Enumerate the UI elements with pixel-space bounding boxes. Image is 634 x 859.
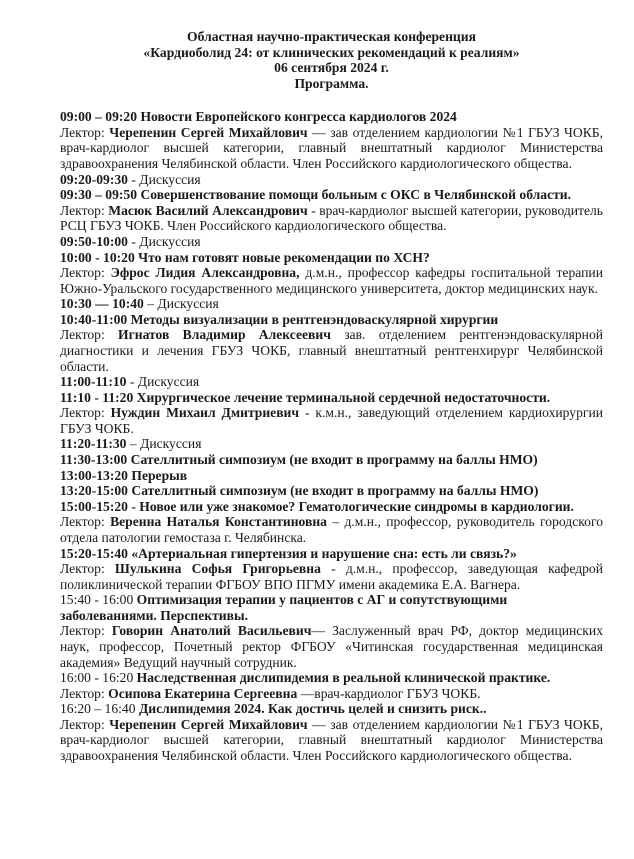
talk-heading — [60, 499, 603, 515]
time-slot: 16:20 – 16:40 — [60, 701, 136, 717]
discussion-label: – Дискуссия — [126, 436, 202, 452]
talk-heading — [60, 592, 603, 623]
program-list — [60, 109, 603, 763]
talk-title: Что нам готовят новые рекомендации по ХСН? — [138, 249, 430, 265]
time-slot: 09:50-10:00 — [60, 233, 128, 249]
spacer — [60, 91, 603, 109]
lecturer-label: Лектор: — [60, 561, 115, 577]
program-entry-talk — [60, 187, 603, 234]
lecturer-label: Лектор: — [60, 685, 109, 701]
talk-heading — [60, 670, 603, 686]
time-slot: 11:30-13:00 — [60, 452, 128, 468]
talk-title: Хирургическое лечение терминальной сердечной недостаточности. — [136, 389, 551, 405]
talk-title: Новости Европейского конгресса кардиологов 2024 — [140, 109, 457, 125]
program-entry-session — [60, 483, 603, 499]
program-entry-talk — [60, 592, 603, 670]
lecturer-name: Игнатов Владимир Алексеевич — [118, 327, 331, 343]
lecturer-description: — Заслуженный врач РФ, доктор медицинских наук, профессор, Почетный ректор ФГБОУ «Читинская государственная медицинская академия» Ведущий научный сотрудник. — [60, 623, 603, 670]
program-entry-discussion — [60, 296, 603, 312]
talk-heading — [60, 701, 603, 717]
lecturer-info — [60, 125, 603, 172]
lecturer-info — [60, 561, 603, 592]
talk-title: «Артериальная гипертензия и нарушение сна: есть ли связь?» — [131, 545, 517, 561]
time-slot: 15:00-15:20 — [60, 498, 128, 514]
lecturer-label: Лектор: — [60, 405, 111, 421]
lecturer-description: д.м.н., профессор кафедры госпитальной терапии Южно-Уральского государственного медицинского университета, доктор медицинских наук. — [60, 265, 603, 296]
program-entry-talk — [60, 109, 603, 171]
time-slot: 10:00 - 10:20 — [60, 249, 135, 265]
time-slot: 09:30 – 09:50 — [60, 187, 138, 203]
lecturer-label: Лектор: — [60, 265, 111, 281]
talk-heading — [60, 390, 603, 406]
time-slot: 11:00-11:10 — [60, 374, 127, 390]
talk-heading — [60, 312, 603, 328]
conference-date: 06 сентября 2024 г. — [274, 60, 389, 76]
program-entry-discussion — [60, 172, 603, 188]
lecturer-name: Черепенин Сергей Михайлович — [109, 716, 308, 732]
program-entry-session — [60, 468, 603, 484]
session-title: Перерыв — [131, 467, 188, 483]
lecturer-label: Лектор: — [60, 623, 112, 639]
discussion-label: - Дискуссия — [127, 233, 201, 249]
time-slot: 09:00 – 09:20 — [60, 109, 138, 125]
discussion-label: - Дискуссия — [127, 171, 201, 187]
lecturer-info — [60, 717, 603, 764]
program-entry-session — [60, 452, 603, 468]
lecturer-description: —врач-кардиолог ГБУЗ ЧОКБ. — [297, 685, 481, 701]
program-entry-discussion — [60, 436, 603, 452]
lecturer-description: — зав отделением кардиологии №1 ГБУЗ ЧОКБ, врач-кардиолог высшей категории, главный внештатный кардиолог Министерства здравоохранения Челябинской области. Член Российского кардиологического общества. — [60, 716, 603, 764]
lecturer-name: Черепенин Сергей Михайлович — [109, 124, 308, 140]
session-title: Сателлитный симпозиум (не входит в программу на баллы НМО) — [130, 452, 538, 468]
discussion-label: - Дискуссия — [126, 374, 200, 390]
document-page — [60, 29, 603, 764]
talk-heading — [60, 546, 603, 562]
lecturer-info — [60, 623, 603, 670]
program-entry-talk — [60, 670, 603, 701]
time-slot: 16:00 - 16:20 — [60, 670, 134, 686]
program-entry-talk — [60, 250, 603, 297]
talk-heading — [60, 250, 603, 266]
talk-title: Совершенствование помощи больным с ОКС в Челябинской области. — [140, 187, 572, 203]
program-entry-talk — [60, 499, 603, 546]
time-slot: 11:20-11:30 — [60, 436, 127, 452]
lecturer-label: Лектор: — [60, 124, 110, 140]
program-entry-talk — [60, 701, 603, 763]
program-entry-discussion — [60, 234, 603, 250]
lecturer-name: Шулькина Софья Григорьевна — [114, 561, 321, 577]
program-heading: Программа. — [294, 75, 369, 91]
program-entry-talk — [60, 312, 603, 374]
lecturer-name: Масюк Василий Александрович — [108, 202, 308, 218]
talk-heading — [60, 109, 603, 125]
talk-title: Наследственная дислипидемия в реальной клинической практике. — [136, 670, 551, 686]
lecturer-description: — зав отделением кардиологии №1 ГБУЗ ЧОКБ, врач-кардиолог высшей категории, главный внештатный кардиолог Министерства здравоохранения Челябинской области. Член Российского кардиологического общества. — [60, 124, 603, 172]
talk-title: Дислипидемия 2024. Как достичь целей и снизить риск.. — [138, 701, 487, 717]
lecturer-description: - врач-кардиолог высшей категории, руководитель РСЦ ГБУЗ ЧОКБ. Член Российского кардиологического общества. — [60, 202, 604, 234]
lecturer-info — [60, 327, 603, 374]
time-slot: 09:20-09:30 — [60, 171, 128, 187]
lecturer-label: Лектор: — [60, 514, 111, 530]
talk-title: - Новое или уже знакомое? Гематологические синдромы в кардиологии. — [131, 498, 574, 514]
time-slot: 10:40-11:00 — [60, 311, 128, 327]
time-slot: 11:10 - 11:20 — [60, 389, 134, 405]
time-slot: 13:20-15:00 — [60, 483, 128, 499]
lecturer-name: Говорин Анатолий Васильевич — [111, 623, 312, 639]
lecturer-info — [60, 686, 603, 702]
talk-title: Методы визуализации в рентгенэндоваскулярной хирургии — [130, 311, 499, 327]
lecturer-label: Лектор: — [60, 327, 119, 343]
lecturer-label: Лектор: — [60, 202, 109, 218]
lecturer-info — [60, 265, 603, 296]
lecturer-name: Осипова Екатерина Сергеевна — [108, 685, 298, 701]
time-slot: 10:30 — 10:40 — [60, 296, 144, 312]
lecturer-info — [60, 405, 603, 436]
conference-type: Областная научно-практическая конференция — [187, 29, 476, 44]
time-slot: 13:00-13:20 — [60, 467, 128, 483]
lecturer-name: Эфрос Лидия Александровна, — [110, 265, 300, 281]
lecturer-info — [60, 203, 603, 234]
lecturer-name: Нуждин Михаил Дмитриевич — [110, 405, 300, 421]
time-slot: 15:20-15:40 — [60, 545, 128, 561]
talk-title: Оптимизация терапии у пациентов с АГ и сопутствующими заболеваниями. Перспективы. — [60, 592, 508, 623]
lecturer-label: Лектор: — [60, 716, 110, 732]
time-slot: 15:40 - 16:00 — [60, 592, 134, 608]
program-entry-discussion — [60, 374, 603, 390]
lecturer-info — [60, 514, 603, 545]
document-header — [60, 29, 603, 91]
lecturer-name: Веренна Наталья Константиновна — [110, 514, 327, 530]
lecturer-description: зав. отделением рентгенэндоваскулярной диагностики и лечения ГБУЗ ЧОКБ, главный внештатный рентгенхирург Челябинской области. — [60, 327, 604, 374]
lecturer-description: - д.м.н., профессор, заведующая кафедрой поликлинической терапии ФГБОУ ВПО ПГМУ имени академика Е.А. Вагнера. — [60, 561, 603, 592]
program-entry-talk — [60, 390, 603, 437]
discussion-label: – Дискуссия — [143, 296, 219, 312]
program-entry-talk — [60, 546, 603, 593]
session-title: Сателлитный симпозиум (не входит в программу на баллы НМО) — [131, 483, 539, 499]
talk-heading — [60, 187, 603, 203]
lecturer-description: – д.м.н., профессор, руководитель городского отдела патологии гемостаза г. Челябинска. — [60, 514, 603, 545]
lecturer-description: - к.м.н., заведующий отделением кардиохирургии ГБУЗ ЧОКБ. — [60, 405, 603, 436]
conference-title: «Кардиоболид 24: от клинических рекомендаций к реалиям» — [143, 44, 520, 60]
